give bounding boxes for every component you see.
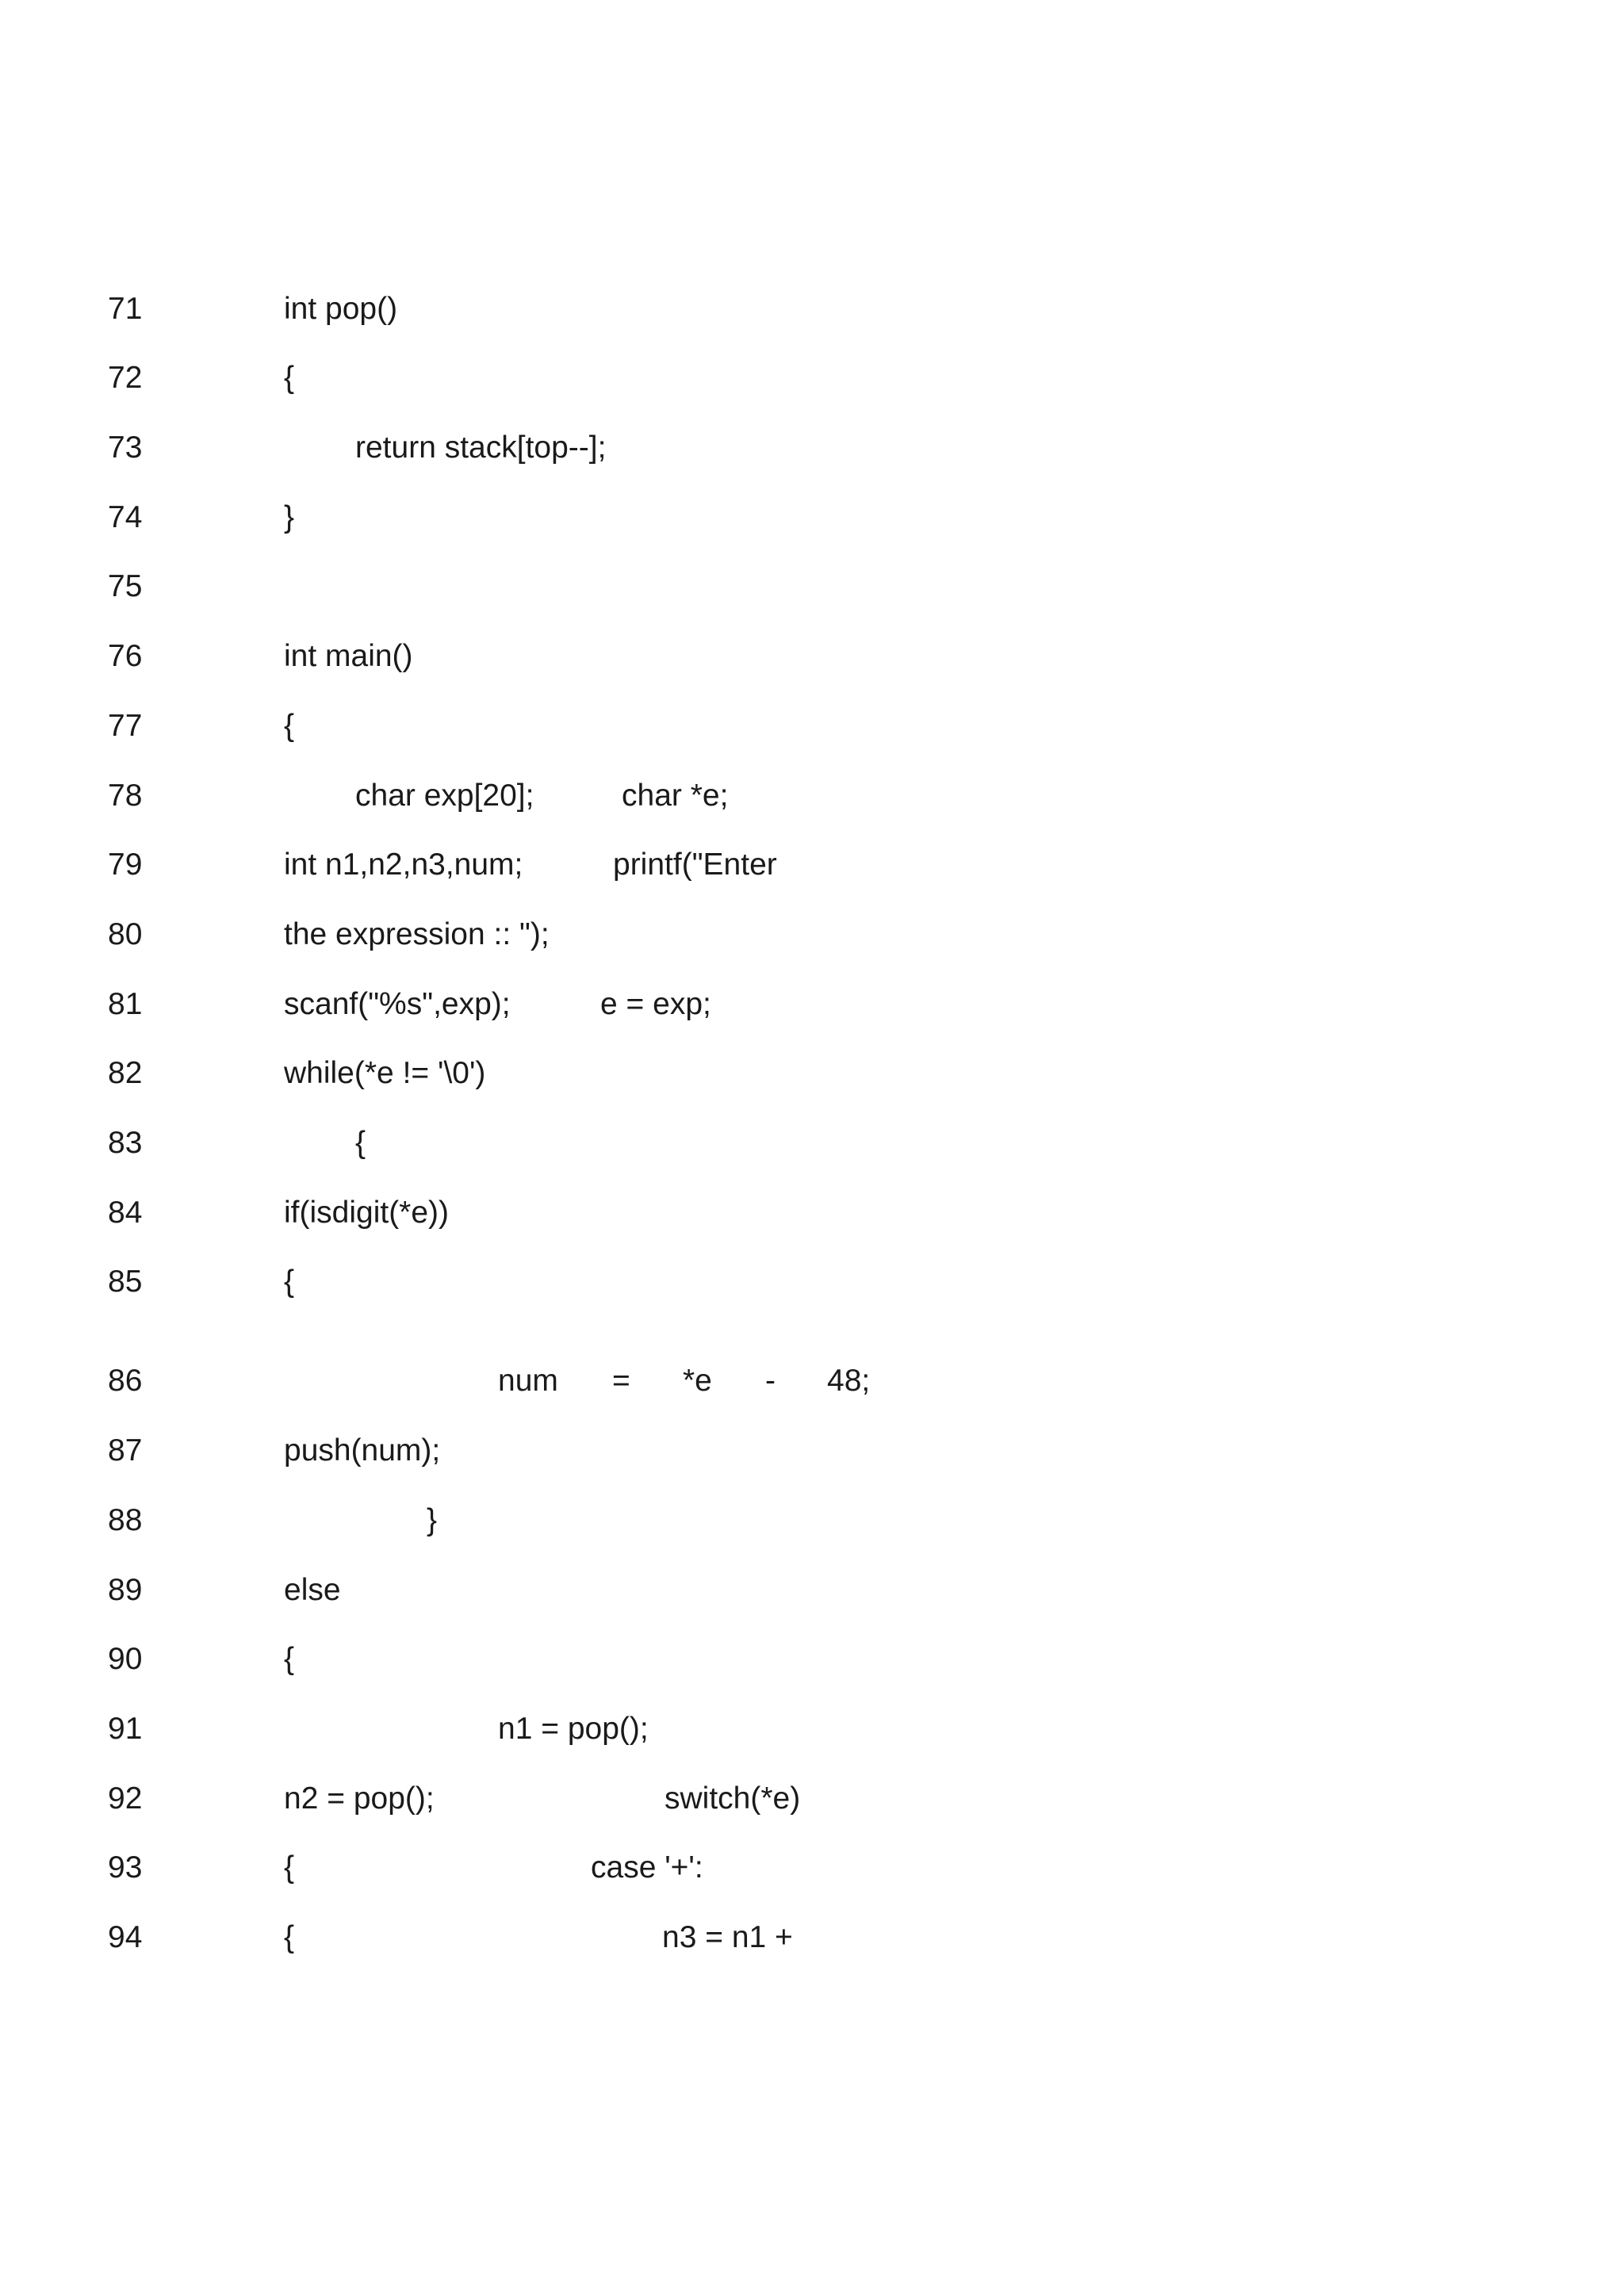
code-text: num <box>498 1364 558 1398</box>
code-line <box>0 1636 1624 1683</box>
code-text: = <box>612 1364 630 1398</box>
line-number: 92 <box>108 1781 143 1816</box>
line-number: 77 <box>108 709 143 743</box>
line-number: 81 <box>108 987 143 1021</box>
code-text: return stack[top--]; <box>355 430 607 465</box>
code-text: } <box>427 1503 438 1537</box>
code-text: n1 = pop(); <box>498 1712 649 1746</box>
code-text: { <box>355 1126 366 1160</box>
code-line <box>0 1775 1624 1823</box>
line-number: 83 <box>108 1126 143 1160</box>
line-number: 78 <box>108 779 143 813</box>
line-number: 94 <box>108 1920 143 1954</box>
code-line <box>0 1427 1624 1475</box>
code-text: } <box>284 500 295 534</box>
line-number: 85 <box>108 1265 143 1299</box>
code-text: char *e; <box>622 779 729 813</box>
code-line <box>0 1258 1624 1306</box>
code-line <box>0 494 1624 541</box>
line-number: 73 <box>108 430 143 465</box>
code-line <box>0 1189 1624 1237</box>
line-number: 89 <box>108 1573 143 1607</box>
code-line <box>0 911 1624 959</box>
line-number: 86 <box>108 1364 143 1398</box>
code-line <box>0 563 1624 610</box>
code-text: scanf("%s",exp); <box>284 987 511 1021</box>
line-number: 74 <box>108 500 143 534</box>
code-line <box>0 1567 1624 1614</box>
code-text: 48; <box>827 1364 871 1398</box>
line-number: 91 <box>108 1712 143 1746</box>
code-text: int n1,n2,n3,num; <box>284 848 523 882</box>
code-text: push(num); <box>284 1433 441 1468</box>
line-number: 79 <box>108 848 143 882</box>
line-number: 82 <box>108 1056 143 1090</box>
code-line <box>0 981 1624 1028</box>
code-text: switch(*e) <box>665 1781 801 1816</box>
code-text: - <box>765 1364 776 1398</box>
code-line <box>0 841 1624 889</box>
code-text: the expression :: "); <box>284 917 550 951</box>
line-number: 87 <box>108 1433 143 1468</box>
code-line <box>0 702 1624 750</box>
code-line <box>0 633 1624 680</box>
code-text: printf("Enter <box>613 848 777 882</box>
code-line <box>0 1914 1624 1961</box>
code-text: char exp[20]; <box>355 779 534 813</box>
code-line <box>0 1357 1624 1405</box>
code-line <box>0 424 1624 472</box>
line-number: 88 <box>108 1503 143 1537</box>
code-text: *e <box>683 1364 712 1398</box>
line-number: 71 <box>108 292 143 326</box>
code-text: int main() <box>284 639 413 673</box>
line-number: 90 <box>108 1642 143 1676</box>
code-text: { <box>284 1642 295 1676</box>
code-line <box>0 1119 1624 1167</box>
code-line <box>0 1705 1624 1753</box>
code-text: e = exp; <box>600 987 711 1021</box>
code-text: case '+': <box>591 1850 703 1885</box>
code-text: { <box>284 361 295 395</box>
code-text: int pop() <box>284 292 398 326</box>
code-text: n2 = pop(); <box>284 1781 435 1816</box>
code-line <box>0 1050 1624 1097</box>
code-text: { <box>284 1920 295 1954</box>
line-number: 72 <box>108 361 143 395</box>
code-text: { <box>284 709 295 743</box>
code-line <box>0 1844 1624 1892</box>
code-line <box>0 772 1624 820</box>
code-text: n3 = n1 + <box>662 1920 793 1954</box>
code-text: while(*e != '\0') <box>284 1056 486 1090</box>
code-line <box>0 1497 1624 1544</box>
code-text: if(isdigit(*e)) <box>284 1196 450 1230</box>
code-line <box>0 354 1624 402</box>
line-number: 76 <box>108 639 143 673</box>
line-number: 75 <box>108 569 143 603</box>
code-text: { <box>284 1850 295 1885</box>
line-number: 80 <box>108 917 143 951</box>
code-line <box>0 285 1624 333</box>
line-number: 84 <box>108 1196 143 1230</box>
code-text: else <box>284 1573 341 1607</box>
code-text: { <box>284 1265 295 1299</box>
line-number: 93 <box>108 1850 143 1885</box>
